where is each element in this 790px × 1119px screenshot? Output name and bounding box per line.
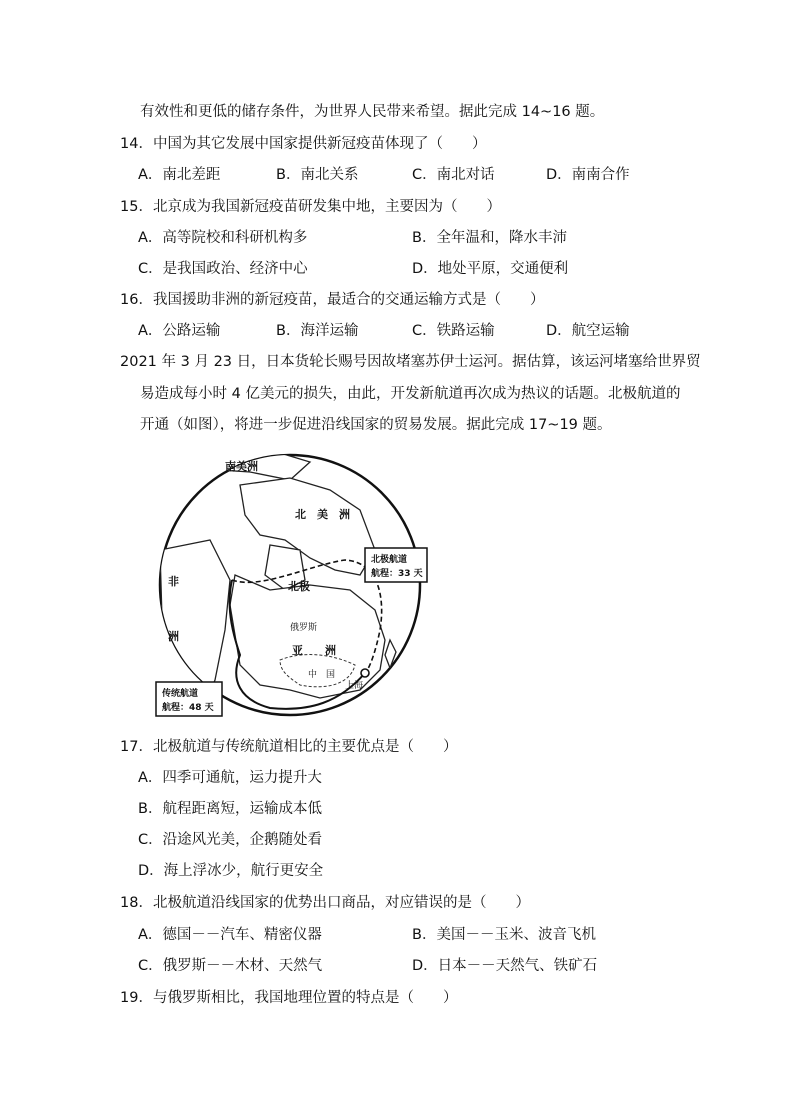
- question-17-stem: 17．北极航道与传统航道相比的主要优点是（ ）: [120, 739, 458, 755]
- label-south-america: 南美洲: [225, 460, 258, 473]
- arctic-route-title: 北极航道: [371, 555, 408, 565]
- traditional-route-title: 传统航道: [162, 689, 199, 699]
- q15-option-b: B．全年温和，降水丰沛: [412, 230, 567, 246]
- shanghai-marker: [361, 669, 369, 677]
- q17-option-d: D．海上浮冰少，航行更安全: [138, 863, 324, 879]
- q18-option-c: C．俄罗斯－－木材、天然气: [138, 958, 323, 974]
- question-14-stem: 14．中国为其它发展中国家提供新冠疫苗体现了（ ）: [120, 136, 487, 152]
- question-16-stem: 16．我国援助非洲的新冠疫苗，最适合的交通运输方式是（ ）: [120, 292, 545, 308]
- q17-option-a: A．四季可通航，运力提升大: [138, 770, 322, 786]
- q17-option-c: C．沿途风光美，企鹅随处看: [138, 832, 323, 848]
- question-18-stem: 18．北极航道沿线国家的优势出口商品，对应错误的是（ ）: [120, 895, 530, 911]
- q18-option-d: D．日本－－天然气、铁矿石: [412, 958, 598, 974]
- q14-option-d: D．南南合作: [546, 167, 630, 183]
- q14-option-b: B．南北关系: [276, 167, 359, 183]
- q16-option-c: C．铁路运输: [412, 323, 495, 339]
- label-africa-1: 非: [168, 575, 179, 588]
- q14-option-c: C．南北对话: [412, 167, 495, 183]
- q14-option-a: A．南北差距: [138, 167, 221, 183]
- intro-text: 有效性和更低的储存条件，为世界人民带来希望。据此完成 14~16 题。: [140, 104, 605, 120]
- label-russia: 俄罗斯: [290, 623, 318, 633]
- q16-option-a: A．公路运输: [138, 323, 221, 339]
- label-china: 中 国: [308, 670, 336, 680]
- q15-option-a: A．高等院校和科研机构多: [138, 230, 308, 246]
- traditional-route-duration: 航程：48 天: [162, 703, 214, 713]
- label-asia: 亚 洲: [292, 644, 336, 657]
- label-north-pole: 北极: [288, 580, 310, 593]
- passage-line-3: 开通（如图），将进一步促进沿线国家的贸易发展。据此完成 17~19 题。: [140, 417, 612, 433]
- passage-line-1: 2021 年 3 月 23 日，日本货轮长赐号因故堵塞苏伊士运河。据估算，该运河堵塞给世界贸: [120, 354, 701, 370]
- arctic-route-duration: 航程：33 天: [371, 569, 423, 579]
- q16-option-b: B．海洋运输: [276, 323, 359, 339]
- label-shanghai: 上海: [345, 681, 364, 691]
- label-africa-2: 洲: [168, 630, 179, 643]
- label-north-america: 北 美 洲: [295, 508, 350, 521]
- q15-option-c: C．是我国政治、经济中心: [138, 261, 308, 277]
- q16-option-d: D．航空运输: [546, 323, 630, 339]
- q18-option-b: B．美国－－玉米、波音飞机: [412, 927, 596, 943]
- question-15-stem: 15．北京成为我国新冠疫苗研发集中地，主要因为（ ）: [120, 199, 501, 215]
- q15-option-d: D．地处平原，交通便利: [412, 261, 569, 277]
- q17-option-b: B．航程距离短，运输成本低: [138, 801, 322, 817]
- q18-option-a: A．德国－－汽车、精密仪器: [138, 927, 322, 943]
- question-19-stem: 19．与俄罗斯相比，我国地理位置的特点是（ ）: [120, 990, 458, 1006]
- arctic-route-map: [140, 440, 440, 730]
- passage-line-2: 易造成每小时 4 亿美元的损失，由此，开发新航道再次成为热议的话题。北极航道的: [140, 386, 681, 402]
